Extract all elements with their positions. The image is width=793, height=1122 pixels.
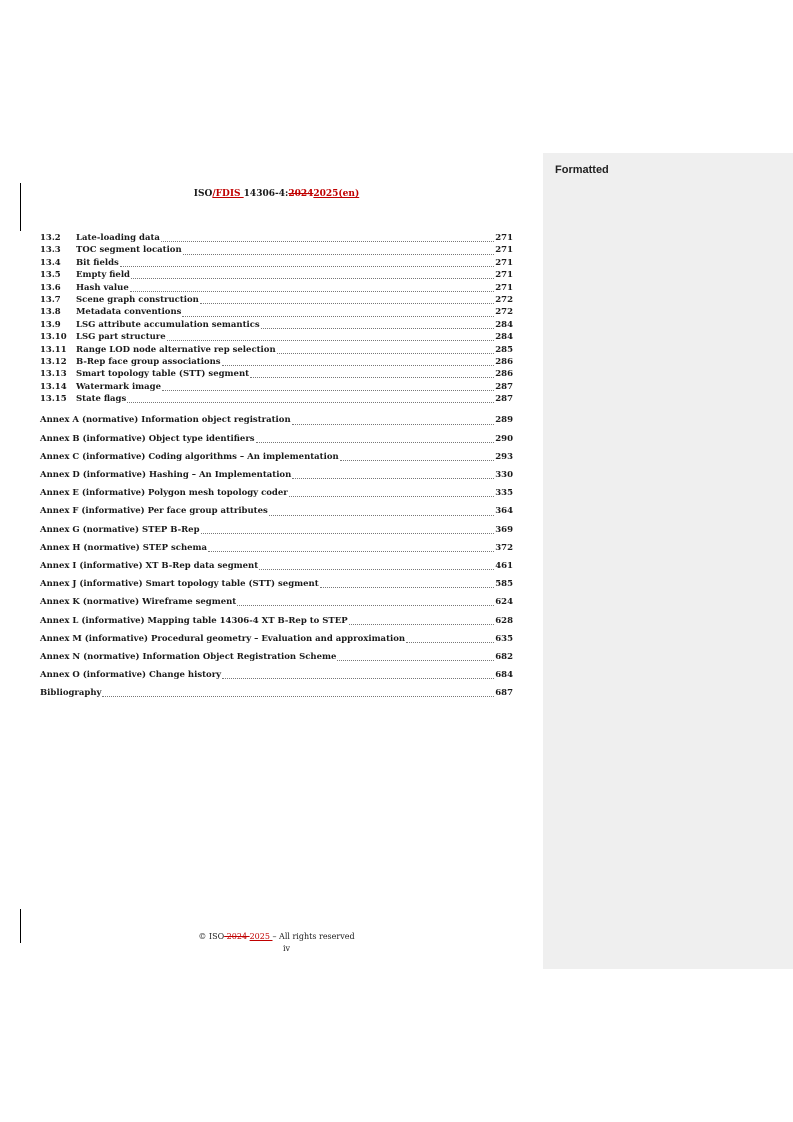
header-inserted-stage: /FDIS [212,189,244,199]
footer-copyright-prefix: © ISO [198,932,225,941]
toc-entry-leader [340,459,495,461]
toc-entry-title: Hash value [76,282,129,293]
toc-entry-leader [292,423,495,425]
toc-entry-title: Annex E (informative) Polygon mesh topology coder [40,488,288,499]
toc-entry-title: Annex O (informative) Change history [40,670,222,681]
toc-entry-leader [222,364,495,366]
toc-entry-page: 289 [495,415,513,426]
toc-entry-leader [406,641,494,643]
toc-entry[interactable] [40,648,513,666]
header-prefix: ISO [193,189,213,199]
toc-entry-leader [250,376,494,378]
toc-entry[interactable] [40,684,513,702]
header-standard: 14306-4: [243,189,289,199]
toc-entry-page: 290 [495,433,513,444]
toc-entry[interactable] [40,232,513,244]
toc-entry-title: Annex C (informative) Coding algorithms – An implementation [40,451,339,462]
toc-entry[interactable] [40,448,513,466]
toc-entry-number: 13.6 [40,282,61,293]
toc-entry-number: 13.2 [40,233,61,243]
toc-entry-title: Metadata conventions [76,307,182,318]
toc-entry[interactable] [40,244,513,256]
toc-entry[interactable] [40,521,513,539]
comments-pane [543,153,793,969]
toc-entry[interactable] [40,612,513,630]
toc-entry-page: 372 [495,542,513,553]
toc-entry[interactable] [40,593,513,611]
header-deleted-year: 2024 [288,189,314,199]
toc-entry[interactable] [40,411,513,429]
toc-entry-leader [292,477,494,479]
toc-entry-leader [349,623,495,625]
footer-copyright [40,932,513,941]
toc-entry-title: Range LOD node alternative rep selection [76,344,276,355]
toc-entry-title: LSG part structure [76,332,166,343]
toc-entry-title: Annex L (informative) Mapping table 14306-4 XT B-Rep to STEP [40,615,348,626]
toc-entry-page: 687 [495,688,513,699]
toc-entry-page: 286 [495,369,513,380]
toc-entry-page: 682 [495,651,513,662]
toc-entry[interactable] [40,575,513,593]
toc-entry-page: 330 [495,470,513,481]
toc-entry-leader [222,677,494,679]
toc-entry-title: Annex H (normative) STEP schema [40,542,208,553]
toc-entry-title: Annex D (informative) Hashing – An Implementation [40,470,292,481]
toc-entry-page: 272 [495,294,513,305]
toc-entry[interactable] [40,319,513,331]
toc-entry-number: 13.15 [40,394,67,405]
toc-entry[interactable] [40,539,513,557]
toc-entry-number: 13.5 [40,270,61,281]
toc-entry-number: 13.12 [40,356,67,367]
toc-entry-leader [337,659,494,661]
toc-entry-number: 13.10 [40,332,67,343]
toc-entry[interactable] [40,557,513,575]
toc-entry-title: Smart topology table (STT) segment [76,369,250,380]
toc-entry-leader [237,604,494,606]
toc-entry-title: Bibliography [40,688,102,699]
toc-entry-leader [161,240,494,242]
toc-entry-leader [259,568,494,570]
change-bar-bottom [20,909,21,943]
toc-entry[interactable] [40,430,513,448]
header-inserted-year: 2025(en) [313,189,360,199]
toc-entry-page: 271 [495,245,513,256]
toc-entry-leader [289,495,495,497]
toc-entry-title: LSG attribute accumulation semantics [76,319,260,330]
toc-entry-leader [256,441,495,443]
toc-entry-number: 13.14 [40,381,67,392]
toc-entry-leader [183,253,495,255]
toc-entry-title: Scene graph construction [76,294,199,305]
toc-entry-title: B-Rep face group associations [76,356,221,367]
toc-entry-title: Annex A (normative) Information object registration [40,415,291,426]
toc-entry-leader [320,586,495,588]
toc-entry-page: 285 [495,344,513,355]
toc-entry-leader [201,532,495,534]
toc-entry-page: 287 [495,381,513,392]
toc-entry[interactable] [40,294,513,306]
toc-entry-number: 13.9 [40,319,61,330]
toc-entry-leader [162,389,494,391]
toc-entry-leader [167,339,495,341]
toc-entry-leader [200,302,494,304]
toc-entry-page: 335 [495,488,513,499]
toc-entry-page: 271 [495,233,513,243]
toc-entry-page: 461 [495,560,513,571]
toc-entry-leader [127,401,494,403]
toc-entry-page: 271 [495,257,513,268]
toc-entry-title: Annex J (informative) Smart topology table (STT) segment [40,579,319,590]
footer-deleted-year: 2024 [224,932,250,941]
toc-entry-leader [102,695,494,697]
toc-entry-leader [269,514,494,516]
toc-entry-number: 13.3 [40,245,61,256]
toc-entry-page: 364 [495,506,513,517]
toc-entry-title: Watermark image [76,381,162,392]
toc-entry-title: Annex B (informative) Object type identifiers [40,433,255,444]
toc-entry-page: 271 [495,270,513,281]
toc-entry-title: Annex G (normative) STEP B-Rep [40,524,200,535]
toc-entry-page: 284 [495,319,513,330]
footer-inserted-year: 2025 [249,932,273,941]
toc-entry-page: 585 [495,579,513,590]
toc-entry-title: Annex I (informative) XT B-Rep data segment [40,560,259,571]
toc-entry[interactable] [40,368,513,380]
toc-entry-page: 272 [495,307,513,318]
toc-entry-leader [131,277,494,279]
footer-page-number: iv [282,944,291,953]
toc-entry-title: Bit fields [76,257,119,268]
toc-entry[interactable] [40,269,513,281]
toc-entry-leader [182,315,494,317]
toc-entry[interactable] [40,356,513,368]
table-of-contents [40,232,513,702]
toc-entry[interactable] [40,393,513,405]
toc-entry-leader [277,352,495,354]
toc-entry-page: 635 [495,633,513,644]
toc-entry-number: 13.7 [40,294,61,305]
toc-entry-leader [120,265,494,267]
toc-entry-title: Annex K (normative) Wireframe segment [40,597,237,608]
document-header [40,189,513,199]
toc-entry-title: Annex M (informative) Procedural geometry – Evaluation and approximation [40,633,406,644]
toc-entry-page: 628 [495,615,513,626]
toc-entry[interactable] [40,344,513,356]
toc-entry-title: Annex N (normative) Information Object Registration Scheme [40,651,337,662]
toc-entry[interactable] [40,257,513,269]
toc-entry-page: 271 [495,282,513,293]
toc-entry[interactable] [40,381,513,393]
toc-entry-title: Late-loading data [76,233,160,243]
toc-entry-leader [261,327,495,329]
toc-entry[interactable] [40,306,513,318]
toc-entry-number: 13.4 [40,257,61,268]
toc-entry-number: 13.11 [40,344,67,355]
toc-entry[interactable] [40,484,513,502]
toc-entry-page: 286 [495,356,513,367]
toc-entry-page: 624 [495,597,513,608]
toc-entry-page: 369 [495,524,513,535]
toc-entry-page: 287 [495,394,513,405]
toc-entry[interactable] [40,466,513,484]
toc-entry-page: 684 [495,670,513,681]
toc-entry[interactable] [40,502,513,520]
toc-entry-page: 284 [495,332,513,343]
footer-rights: – All rights reserved [272,932,355,941]
toc-entry[interactable] [40,282,513,294]
toc-entry-title: TOC segment location [76,245,182,256]
toc-entry-page: 293 [495,451,513,462]
toc-entry-title: Annex F (informative) Per face group attributes [40,506,268,517]
toc-entry-leader [208,550,494,552]
toc-entry-leader [130,290,495,292]
toc-entry[interactable] [40,331,513,343]
toc-entry-title: State flags [76,394,127,405]
toc-entry-number: 13.13 [40,369,67,380]
toc-entry-number: 13.8 [40,307,61,318]
toc-entry[interactable] [40,666,513,684]
change-bar-top [20,183,21,231]
comments-pane-title: Formatted [555,164,609,176]
toc-entry-title: Empty field [76,270,131,281]
toc-entry[interactable] [40,630,513,648]
